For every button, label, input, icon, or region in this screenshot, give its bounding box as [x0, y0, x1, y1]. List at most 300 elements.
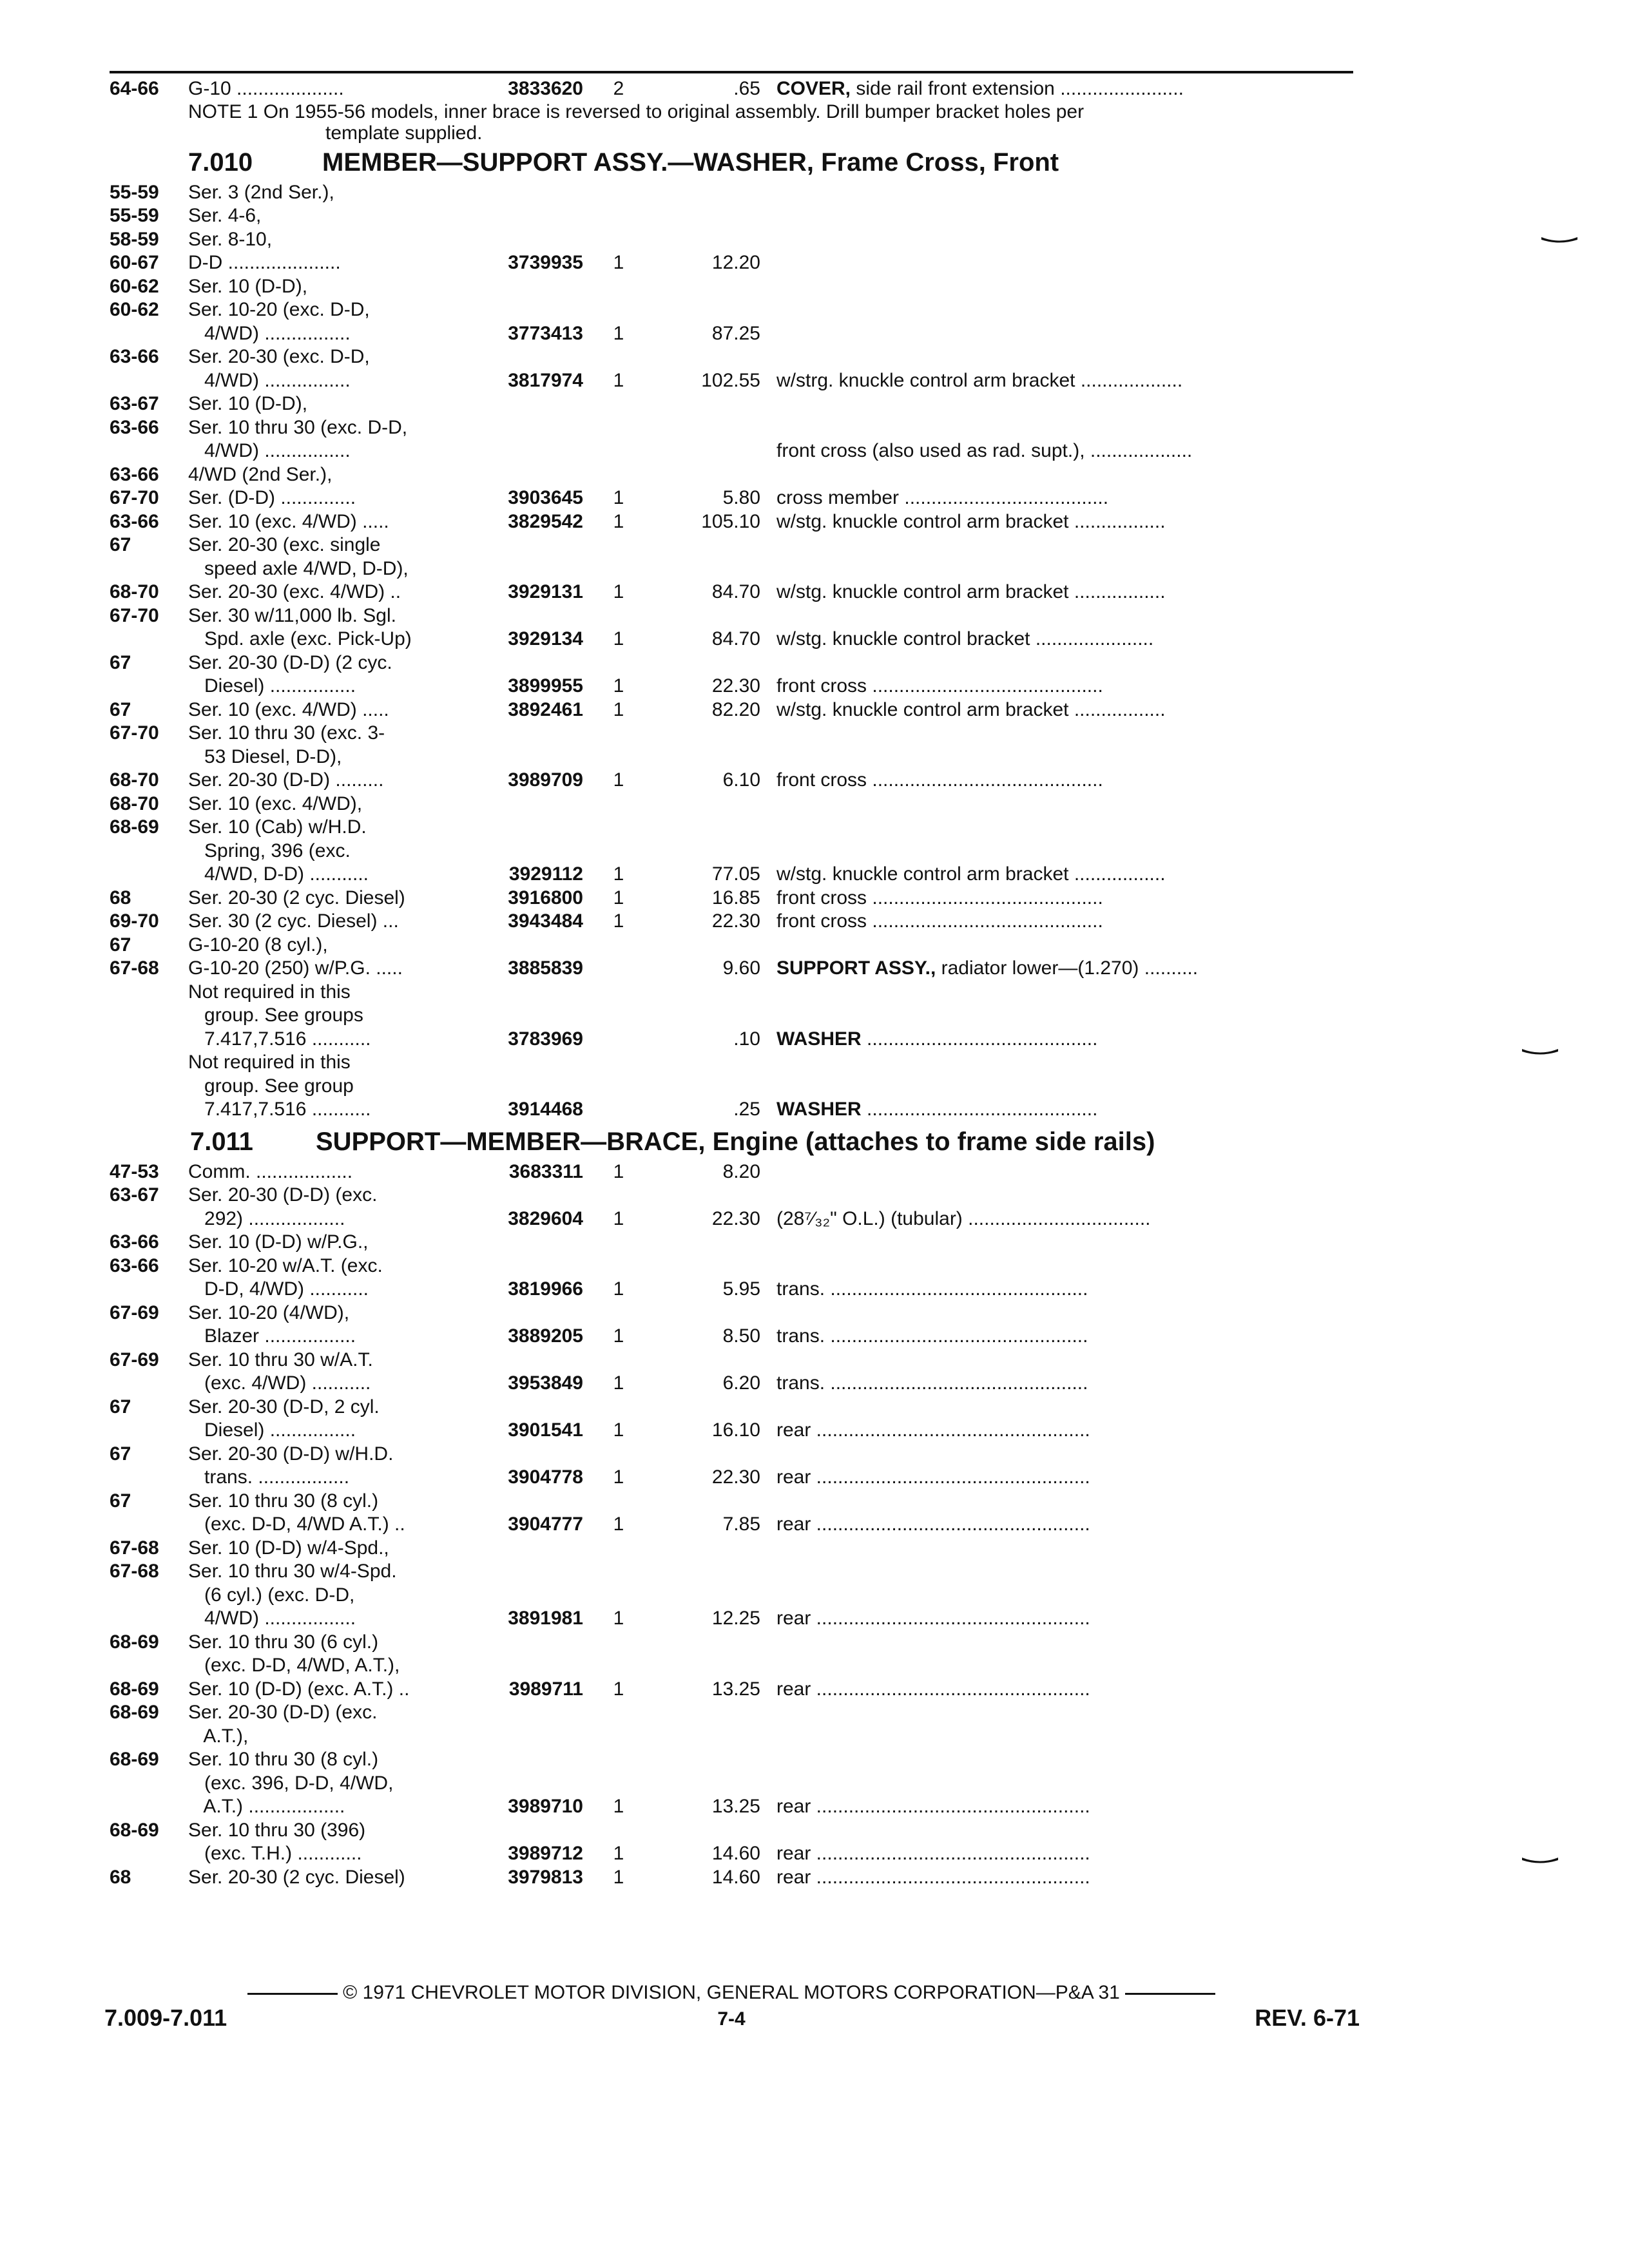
application: A.T.),: [188, 1725, 249, 1747]
description: [776, 1842, 1353, 1866]
year-range: 63-66: [110, 510, 159, 532]
application: Ser. 10-20 w/A.T. (exc.: [188, 1254, 383, 1276]
year-range: 68-70: [110, 793, 159, 814]
year-range: 68: [110, 887, 131, 908]
description: [776, 887, 1353, 910]
part-number: 3885839: [508, 957, 583, 979]
year-range: 47-53: [110, 1160, 159, 1182]
quantity: 1: [613, 510, 624, 532]
part-row: [110, 604, 1353, 628]
description-text: cross member ......................................: [776, 487, 1109, 508]
part-row: [110, 1819, 1353, 1843]
part-row: [110, 722, 1353, 745]
application: Ser. 10-20 (exc. D-D,: [188, 299, 370, 320]
revision-date: REV. 6-71: [1255, 2004, 1360, 2031]
year-range: 67: [110, 1396, 131, 1418]
description-text: w/strg. knuckle control arm bracket ...................: [776, 369, 1183, 391]
application: Ser. 10 (exc. 4/WD) .....: [188, 510, 389, 532]
part-row: [110, 228, 1353, 252]
year-range: 67-70: [110, 722, 159, 744]
application: Ser. 20-30 (D-D, 2 cyl.: [188, 1396, 380, 1418]
year-range: 63-66: [110, 1254, 159, 1276]
application: (6 cyl.) (exc. D-D,: [188, 1584, 355, 1606]
section-7011-rows: [110, 1160, 1353, 1890]
description: [776, 510, 1353, 534]
quantity: 1: [613, 910, 624, 932]
application: 292) ..................: [188, 1207, 345, 1229]
application: 7.417,7.516 ...........: [188, 1099, 371, 1120]
description: [776, 863, 1353, 887]
description-text: (28⁷⁄₃₂" O.L.) (tubular) ..................................: [776, 1207, 1151, 1229]
description-bold: WASHER: [776, 1028, 862, 1050]
part-row: [110, 486, 1353, 510]
description-text: front cross ...........................................: [776, 887, 1103, 908]
part-row: [110, 1701, 1353, 1725]
application: Ser. 10 (D-D) w/P.G.,: [188, 1231, 369, 1253]
part-row: [110, 1513, 1353, 1537]
quantity: 1: [613, 1278, 624, 1300]
quantity: 1: [613, 769, 624, 791]
quantity: 1: [613, 1796, 624, 1817]
quantity: 1: [613, 698, 624, 720]
application: trans. .................: [188, 1466, 350, 1488]
application: 4/WD) ................: [188, 369, 351, 391]
part-number: 3889205: [508, 1325, 583, 1347]
description-text: rear ...................................................: [776, 1514, 1090, 1535]
catalog-page: [110, 71, 1353, 1889]
application: (exc. T.H.) ............: [188, 1843, 362, 1864]
price: .25: [733, 1099, 760, 1120]
quantity: 1: [613, 628, 624, 649]
description-text: trans. ................................................: [776, 1325, 1088, 1347]
copyright-line: [110, 1981, 1353, 2004]
part-row: [110, 463, 1353, 487]
part-number: 3989709: [508, 769, 583, 791]
year-range: 67-70: [110, 487, 159, 508]
application: 4/WD, D-D) ...........: [188, 863, 369, 885]
section-title: MEMBER—SUPPORT ASSY.—WASHER, Frame Cross, Front: [322, 148, 1059, 177]
year-range: 67-70: [110, 604, 159, 626]
description-text: front cross ...........................................: [776, 675, 1103, 697]
application: Ser. 20-30 (D-D) (exc.: [188, 1184, 378, 1206]
price: 84.70: [711, 628, 760, 649]
part-row: [110, 1443, 1353, 1466]
year-range: 68-70: [110, 581, 159, 602]
application: Not required in this: [188, 981, 351, 1003]
description: [776, 1466, 1353, 1490]
section-title: SUPPORT—MEMBER—BRACE, Engine (attaches to frame side rails): [316, 1127, 1155, 1156]
year-range: 60-62: [110, 275, 159, 297]
application: Ser. 10 thru 30 (8 cyl.): [188, 1490, 379, 1512]
description: [776, 769, 1353, 793]
quantity: 1: [613, 1608, 624, 1629]
description-text: w/stg. knuckle control arm bracket .................: [776, 698, 1166, 720]
part-row: [110, 1160, 1353, 1184]
application: Ser. 10 thru 30 w/A.T.: [188, 1349, 373, 1370]
price: 102.55: [701, 369, 760, 391]
part-row: [110, 345, 1353, 369]
description: [776, 1028, 1353, 1052]
part-number: 3989711: [508, 1678, 583, 1700]
part-number: 3819966: [508, 1278, 583, 1300]
year-range: 67: [110, 534, 131, 555]
part-row: [110, 1302, 1353, 1325]
quantity: 1: [613, 863, 624, 885]
part-row: [110, 1278, 1353, 1302]
description: [776, 1678, 1353, 1702]
part-number: 3904777: [508, 1514, 583, 1535]
section-heading-7010: [110, 144, 1353, 181]
price: 5.95: [722, 1278, 760, 1300]
description: [776, 675, 1353, 698]
part-row: [110, 1051, 1353, 1075]
description-text: rear ...................................................: [776, 1678, 1090, 1700]
application: Ser. 8-10,: [188, 228, 273, 250]
year-range: 60-62: [110, 299, 159, 320]
application: Ser. 10 (D-D),: [188, 393, 308, 414]
year-range: 60-67: [110, 252, 159, 273]
part-number: 3817974: [508, 369, 583, 391]
price: 5.80: [722, 487, 760, 508]
application: Ser. 3 (2nd Ser.),: [188, 181, 334, 203]
price: 13.25: [711, 1678, 760, 1700]
application: Ser. 20-30 (D-D) (2 cyc.: [188, 651, 392, 673]
part-row: [110, 510, 1353, 534]
part-row: [110, 1396, 1353, 1419]
application: Ser. 30 w/11,000 lb. Sgl.: [188, 604, 396, 626]
application: (exc. 396, D-D, 4/WD,: [188, 1772, 394, 1794]
part-number: 3929134: [508, 628, 583, 649]
quantity: 1: [613, 1843, 624, 1864]
description: [776, 486, 1353, 510]
application: Ser. 30 (2 cyc. Diesel) ...: [188, 910, 399, 932]
quantity: 1: [613, 487, 624, 508]
description: [776, 910, 1353, 934]
application: D-D, 4/WD) ...........: [188, 1278, 369, 1300]
description: [776, 628, 1353, 651]
application: Ser. 20-30 (exc. D-D,: [188, 346, 370, 367]
description-text: w/stg. knuckle control bracket ......................: [776, 628, 1154, 649]
year-range: 67-68: [110, 1561, 159, 1582]
binder-mark-1: [1540, 235, 1579, 244]
description: [776, 1513, 1353, 1537]
year-range: 68-69: [110, 1819, 159, 1841]
price: 12.25: [711, 1608, 760, 1629]
description-text: front cross (also used as rad. supt.), ...................: [776, 440, 1193, 461]
part-row: [110, 581, 1353, 604]
year-range: 68-70: [110, 769, 159, 791]
footer-bottom: [104, 2004, 1360, 2037]
quantity: 1: [613, 1866, 624, 1888]
application: group. See group: [188, 1075, 354, 1097]
part-row: [110, 1748, 1353, 1772]
part-number: 3899955: [508, 675, 583, 697]
year-range: 67: [110, 1443, 131, 1465]
price: 22.30: [711, 1207, 760, 1229]
part-row: [110, 1631, 1353, 1655]
part-number: 3916800: [508, 887, 583, 908]
application: Diesel) ................: [188, 1419, 356, 1441]
description: [776, 1325, 1353, 1349]
part-row: [110, 1866, 1353, 1890]
part-number: 3783969: [508, 1028, 583, 1050]
application: Ser. 20-30 (D-D) w/H.D.: [188, 1443, 394, 1465]
description-text: ...........................................: [861, 1028, 1098, 1050]
part-row: [110, 698, 1353, 722]
application: Spd. axle (exc. Pick-Up): [188, 628, 412, 649]
price: 6.10: [722, 769, 760, 791]
quantity: 1: [613, 1514, 624, 1535]
quantity: 1: [613, 1160, 624, 1182]
price: 16.85: [711, 887, 760, 908]
price: 14.60: [711, 1866, 760, 1888]
copyright-text: © 1971 CHEVROLET MOTOR DIVISION, GENERAL MOTORS CORPORATION—P&A 31: [343, 1982, 1120, 2003]
part-row: [110, 1607, 1353, 1631]
part-number: 3989710: [508, 1796, 583, 1817]
year-range: 58-59: [110, 228, 159, 250]
part-number: 3829542: [508, 510, 583, 532]
quantity: 2: [613, 78, 624, 99]
section-heading-7011: [110, 1123, 1353, 1160]
note-line-1: NOTE 1 On 1955-56 models, inner brace is reversed to original assembly. Drill bumper bracket holes per: [188, 101, 1084, 122]
application: G-10-20 (250) w/P.G. .....: [188, 957, 403, 979]
part-row: [110, 392, 1353, 416]
application: Ser. 10 thru 30 (6 cyl.): [188, 1631, 379, 1653]
price: 16.10: [711, 1419, 760, 1441]
year-range: 67: [110, 698, 131, 720]
binder-mark-icon: [1540, 235, 1579, 244]
price: 13.25: [711, 1796, 760, 1817]
year-range: 67: [110, 934, 131, 956]
part-row: [110, 651, 1353, 675]
price: .10: [733, 1028, 760, 1050]
application: Ser. 10 (exc. 4/WD),: [188, 793, 363, 814]
description-text: rear ...................................................: [776, 1608, 1090, 1629]
part-number: 3904778: [508, 1466, 583, 1488]
part-row: [110, 1537, 1353, 1561]
binder-mark-icon: [1521, 1047, 1559, 1056]
application: Spring, 396 (exc.: [188, 840, 351, 861]
price: 9.60: [722, 957, 760, 979]
part-row: [110, 557, 1353, 581]
year-range: 67: [110, 651, 131, 673]
description-text: w/stg. knuckle control arm bracket .................: [776, 863, 1166, 885]
part-row: [110, 1419, 1353, 1443]
year-range: 67-69: [110, 1349, 159, 1370]
part-number: 3833620: [508, 78, 583, 99]
top-rule: [110, 71, 1353, 73]
application: 4/WD (2nd Ser.),: [188, 463, 333, 485]
part-row: [110, 1490, 1353, 1514]
application: Ser. 10 thru 30 (8 cyl.): [188, 1749, 379, 1770]
quantity: 1: [613, 581, 624, 602]
year-range: 67-68: [110, 1537, 159, 1559]
application: 7.417,7.516 ...........: [188, 1028, 371, 1050]
year-range: 67-68: [110, 957, 159, 979]
quantity: 1: [613, 887, 624, 908]
part-number: 3892461: [508, 698, 583, 720]
part-row: [110, 251, 1353, 275]
part-row: [110, 1560, 1353, 1584]
application: speed axle 4/WD, D-D),: [188, 557, 409, 579]
description-text: side rail front extension .......................: [851, 78, 1184, 99]
part-row: [110, 181, 1353, 205]
description: [776, 1372, 1353, 1396]
part-row: [110, 416, 1353, 440]
application: group. See groups: [188, 1004, 363, 1026]
part-row: [110, 1254, 1353, 1278]
quantity: 1: [613, 1678, 624, 1700]
year-range: 68: [110, 1866, 131, 1888]
year-range: 63-67: [110, 393, 159, 414]
quantity: 1: [613, 322, 624, 344]
description-text: trans. ................................................: [776, 1372, 1088, 1394]
part-row: [110, 204, 1353, 228]
price: 105.10: [701, 510, 760, 532]
part-row: [110, 1349, 1353, 1372]
description-text: rear ...................................................: [776, 1419, 1090, 1441]
part-row: [110, 816, 1353, 840]
section-number: 7.010: [188, 148, 253, 177]
footer-rule-left: [247, 1993, 338, 1995]
price: 22.30: [711, 1466, 760, 1488]
part-row: [110, 1466, 1353, 1490]
part-row: [110, 1028, 1353, 1052]
part-row: [110, 275, 1353, 299]
application: Ser. 20-30 (2 cyc. Diesel): [188, 1866, 405, 1888]
year-range: 68-69: [110, 1749, 159, 1770]
price: 12.20: [711, 252, 760, 273]
quantity: 1: [613, 369, 624, 391]
price: 14.60: [711, 1843, 760, 1864]
part-row: [110, 910, 1353, 934]
application: G-10-20 (8 cyl.),: [188, 934, 328, 956]
description: [776, 439, 1353, 463]
description-text: w/stg. knuckle control arm bracket .................: [776, 581, 1166, 602]
description: [776, 1207, 1353, 1231]
part-row: [110, 1231, 1353, 1254]
part-row: [110, 957, 1353, 981]
part-row: [110, 1725, 1353, 1749]
part-number: 3829604: [508, 1207, 583, 1229]
part-number: 3739935: [508, 252, 583, 273]
year-range: 68-69: [110, 1678, 159, 1700]
description: [776, 1278, 1353, 1302]
part-number: 3891981: [508, 1608, 583, 1629]
application: (exc. D-D, 4/WD A.T.) ..: [188, 1514, 405, 1535]
part-row: [110, 322, 1353, 346]
part-row: [110, 1075, 1353, 1099]
binder-mark-2: [1521, 1047, 1559, 1056]
application: Ser. (D-D) ..............: [188, 487, 356, 508]
part-row: [110, 1184, 1353, 1207]
year-range: 63-66: [110, 463, 159, 485]
year-range: 63-67: [110, 1184, 159, 1206]
page-number: 7-4: [717, 2008, 746, 2030]
year-range: 55-59: [110, 181, 159, 203]
part-row: [110, 1678, 1353, 1702]
part-row: [110, 1325, 1353, 1349]
application: Ser. 4-6,: [188, 205, 262, 226]
description-text: rear ...................................................: [776, 1796, 1090, 1817]
price: 77.05: [711, 863, 760, 885]
application: Ser. 10 (D-D) w/4-Spd.,: [188, 1537, 389, 1559]
binder-mark-3: [1521, 1856, 1559, 1865]
part-row: [110, 840, 1353, 863]
description-text: rear ...................................................: [776, 1466, 1090, 1488]
description: [776, 369, 1353, 393]
part-number: 3979813: [508, 1866, 583, 1888]
application: A.T.) ..................: [188, 1796, 345, 1817]
part-row: [110, 1584, 1353, 1608]
application: Ser. 20-30 (D-D) (exc.: [188, 1702, 378, 1723]
description-text: front cross ...........................................: [776, 769, 1103, 791]
part-row: [110, 439, 1353, 463]
part-row: [110, 863, 1353, 887]
application: Ser. 10 thru 30 (exc. 3-: [188, 722, 385, 744]
price: 84.70: [711, 581, 760, 602]
quantity: 1: [613, 1466, 624, 1488]
year-range: 68-69: [110, 1631, 159, 1653]
application: Ser. 10 (D-D) (exc. A.T.) ..: [188, 1678, 410, 1700]
quantity: 1: [613, 252, 624, 273]
application: Ser. 20-30 (D-D) .........: [188, 769, 384, 791]
section-range: 7.009-7.011: [104, 2004, 227, 2031]
part-row: [110, 745, 1353, 769]
price: 22.30: [711, 910, 760, 932]
quantity: 1: [613, 1372, 624, 1394]
part-number: 3901541: [508, 1419, 583, 1441]
part-row: [110, 1372, 1353, 1396]
year-range: 68-69: [110, 1702, 159, 1723]
description: [776, 1607, 1353, 1631]
description: [776, 1098, 1353, 1122]
description-bold: SUPPORT ASSY.,: [776, 957, 936, 979]
price: 6.20: [722, 1372, 760, 1394]
part-number: 3929112: [508, 863, 583, 885]
part-row: [110, 675, 1353, 698]
year-range: 63-66: [110, 346, 159, 367]
part-number: 3914468: [508, 1099, 583, 1120]
application: Ser. 10 thru 30 (exc. D-D,: [188, 416, 408, 438]
application: 4/WD) .................: [188, 1608, 356, 1629]
part-number: 3953849: [508, 1372, 583, 1394]
header-row: [110, 77, 1353, 101]
application: Ser. 20-30 (exc. 4/WD) ..: [188, 581, 401, 602]
description-text: ...........................................: [861, 1099, 1098, 1120]
description-text: front cross ...........................................: [776, 910, 1103, 932]
quantity: 1: [613, 1419, 624, 1441]
description-bold: WASHER: [776, 1099, 862, 1120]
part-number: 3683311: [508, 1160, 583, 1182]
year-range: 64-66: [110, 78, 159, 99]
binder-mark-icon: [1521, 1856, 1559, 1865]
part-row: [110, 793, 1353, 816]
price: 82.20: [711, 698, 760, 720]
note-line-2: template supplied.: [325, 122, 483, 144]
part-row: [110, 1795, 1353, 1819]
section-7010-rows: [110, 181, 1353, 1122]
part-number: 3773413: [508, 322, 583, 344]
description-text: trans. ................................................: [776, 1278, 1088, 1300]
application: Ser. 10 (Cab) w/H.D.: [188, 816, 367, 838]
description: [776, 1795, 1353, 1819]
part-row: [110, 887, 1353, 910]
price: .65: [733, 78, 760, 99]
quantity: 1: [613, 1325, 624, 1347]
description-text: radiator lower—(1.270) ..........: [936, 957, 1199, 979]
application: (exc. D-D, 4/WD, A.T.),: [188, 1655, 400, 1676]
